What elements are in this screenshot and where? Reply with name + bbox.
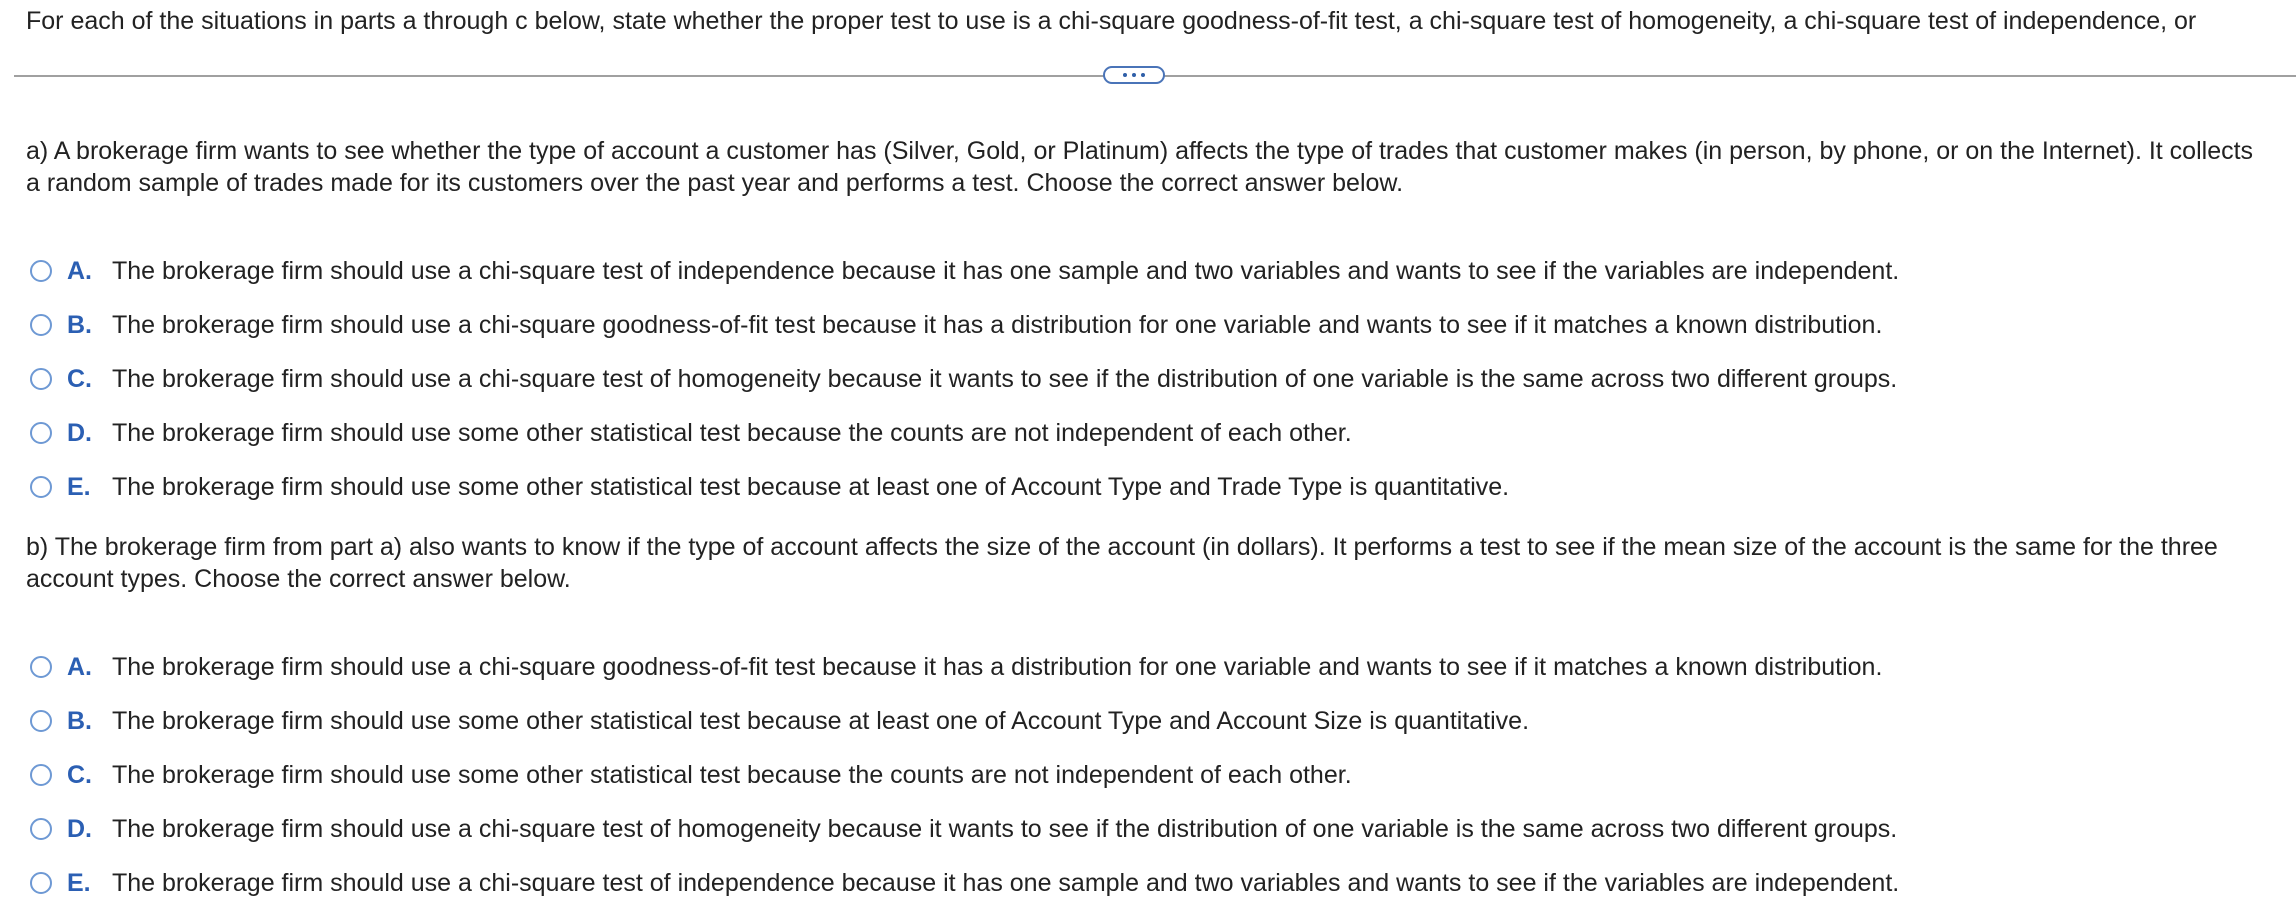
question-part-a: a) A brokerage firm wants to see whether the type of account a customer has (Silver, Gold, or Platinum) affects the type of trades that customer makes (in person, by phone, or on the Internet). It collects a random sample of trades made for its customers over the past year and performs a test. Choose the correct answer below.	[26, 137, 2254, 197]
option-a-b[interactable]	[30, 298, 2270, 352]
option-text: The brokerage firm should use a chi-square test of independence because it has one sample and two variables and wants to see if the variables are independent.	[112, 868, 1900, 897]
ellipsis-icon	[1123, 73, 1127, 77]
radio-button[interactable]	[30, 710, 52, 732]
option-letter: B.	[67, 706, 92, 735]
option-letter: D.	[67, 418, 92, 447]
radio-button[interactable]	[30, 872, 52, 894]
option-b-e[interactable]	[30, 856, 2270, 910]
option-a-d[interactable]	[30, 406, 2270, 460]
radio-button[interactable]	[30, 260, 52, 282]
option-a-e[interactable]	[30, 460, 2270, 514]
option-text: The brokerage firm should use a chi-square test of independence because it has one sample and two variables and wants to see if the variables are independent.	[112, 256, 1900, 285]
option-text: The brokerage firm should use some other statistical test because at least one of Account Type and Account Size is quantitative.	[112, 706, 1530, 735]
expand-instructions-button[interactable]	[1103, 66, 1165, 84]
option-text: The brokerage firm should use a chi-square test of homogeneity because it wants to see if the distribution of one variable is the same across two different groups.	[112, 814, 1898, 843]
answer-options-part-b	[30, 640, 2270, 910]
answer-options-part-a	[30, 244, 2270, 514]
radio-button[interactable]	[30, 476, 52, 498]
option-text: The brokerage firm should use some other statistical test because at least one of Account Type and Trade Type is quantitative.	[112, 472, 1510, 501]
radio-button[interactable]	[30, 314, 52, 336]
radio-button[interactable]	[30, 368, 52, 390]
option-b-b[interactable]	[30, 694, 2270, 748]
option-letter: E.	[67, 472, 91, 501]
option-letter: C.	[67, 760, 92, 789]
ellipsis-icon	[1132, 73, 1136, 77]
option-letter: A.	[67, 256, 92, 285]
option-text: The brokerage firm should use a chi-square goodness-of-fit test because it has a distribution for one variable and wants to see if it matches a known distribution.	[112, 310, 1883, 339]
option-a-c[interactable]	[30, 352, 2270, 406]
option-b-d[interactable]	[30, 802, 2270, 856]
option-letter: A.	[67, 652, 92, 681]
ellipsis-icon	[1141, 73, 1145, 77]
option-text: The brokerage firm should use some other statistical test because the counts are not independent of each other.	[112, 418, 1352, 447]
option-text: The brokerage firm should use a chi-square goodness-of-fit test because it has a distribution for one variable and wants to see if it matches a known distribution.	[112, 652, 1883, 681]
option-letter: B.	[67, 310, 92, 339]
option-b-a[interactable]	[30, 640, 2270, 694]
instructions-text: For each of the situations in parts a through c below, state whether the proper test to use is a chi-square goodness-of-fit test, a chi-square test of homogeneity, a chi-square test of independence, or	[26, 7, 2197, 35]
question-part-b: b) The brokerage firm from part a) also wants to know if the type of account affects the size of the account (in dollars). It performs a test to see if the mean size of the account is the same for the three account types. Choose the correct answer below.	[26, 533, 2218, 593]
option-text: The brokerage firm should use some other statistical test because the counts are not independent of each other.	[112, 760, 1352, 789]
radio-button[interactable]	[30, 818, 52, 840]
radio-button[interactable]	[30, 656, 52, 678]
option-letter: D.	[67, 814, 92, 843]
option-a-a[interactable]	[30, 244, 2270, 298]
radio-button[interactable]	[30, 764, 52, 786]
option-letter: E.	[67, 868, 91, 897]
radio-button[interactable]	[30, 422, 52, 444]
option-b-c[interactable]	[30, 748, 2270, 802]
option-letter: C.	[67, 364, 92, 393]
option-text: The brokerage firm should use a chi-square test of homogeneity because it wants to see if the distribution of one variable is the same across two different groups.	[112, 364, 1898, 393]
